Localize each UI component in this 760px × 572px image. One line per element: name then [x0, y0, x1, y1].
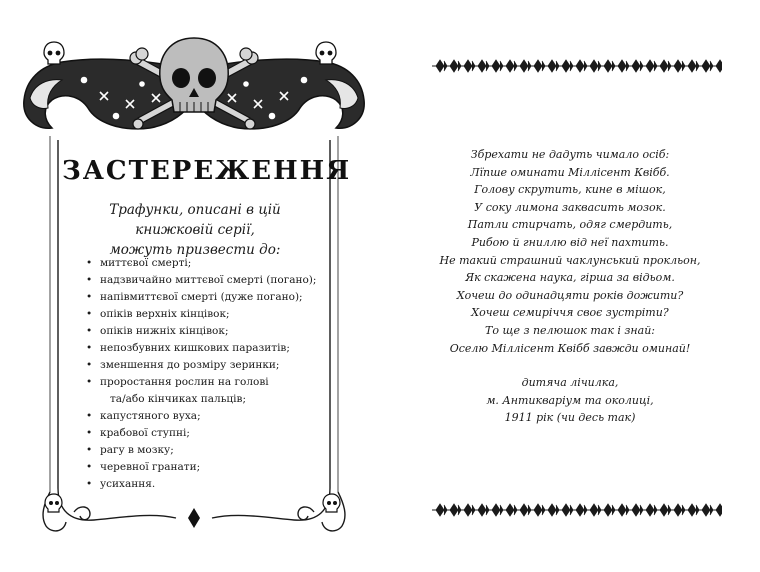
list-item-text: опіків нижніх кінцівок; [100, 325, 229, 337]
bullet-icon: • [86, 325, 93, 337]
list-item-text: зменшення до розміру зеринки; [100, 359, 280, 371]
bullet-icon: • [86, 478, 93, 490]
list-item [86, 408, 326, 425]
poem-line: Оселю Міллісент Квібб завжди оминай! [449, 341, 691, 355]
list-item-text: проростання рослин на голові [100, 376, 269, 388]
ornamental-border-icon [432, 58, 722, 74]
list-item [86, 442, 326, 459]
diamond-ornament-icon [188, 508, 200, 528]
poem-signature [420, 374, 720, 427]
intro-line: Трафунки, описані в цій книжковій серії, [109, 202, 281, 238]
list-item [86, 272, 326, 289]
list-item-text: крабової ступні; [100, 427, 190, 439]
bullet-icon: • [86, 257, 93, 269]
list-item [86, 374, 326, 408]
list-item-text: рагу в мозку; [100, 444, 174, 456]
list-item-text: непозбувних кишкових паразитів; [100, 342, 290, 354]
poem-line: Лїпше оминати Міллісент Квібб. [470, 165, 670, 179]
bullet-icon: • [86, 376, 93, 388]
signature-line: 1911 рік (чи десь так) [504, 411, 636, 425]
bullet-icon: • [86, 342, 93, 354]
signature-line: м. Антикваріум та околиці, [486, 393, 654, 407]
list-item [86, 255, 326, 272]
list-item [86, 289, 326, 306]
list-item [86, 357, 326, 374]
bullet-icon: • [86, 291, 93, 303]
list-item [86, 323, 326, 340]
bullet-icon: • [86, 427, 93, 439]
list-item-text: опіків верхніх кінцівок; [100, 308, 230, 320]
poem-line: Патли стирчать, одяг смердить, [467, 218, 673, 232]
poem-line: Рибою й гниллю від неї пахтить. [471, 235, 669, 249]
list-item-text: миттєвої смерті; [100, 257, 192, 269]
poem-line: Як скажена наука, гірша за відьом. [465, 271, 675, 285]
poem-line: Хочеш семиріччя своє зустріти? [471, 306, 669, 320]
list-item-text: капустяного вуха; [100, 410, 201, 422]
list-item-text: надзвичайно миттєвої смерті (погано); [100, 274, 317, 286]
warning-intro [70, 200, 320, 260]
bullet-icon: • [86, 274, 93, 286]
list-item-continuation: та/або кінчиках пальців; [110, 393, 246, 405]
ornamental-border-icon [432, 502, 722, 518]
right-page [380, 0, 760, 572]
list-item [86, 425, 326, 442]
poem-line: Хочеш до одинадцяти років дожити? [456, 288, 684, 302]
list-item-text: черевної гранати; [100, 461, 201, 473]
warning-list [86, 255, 326, 493]
small-skull-icon [44, 42, 64, 64]
list-item [86, 340, 326, 357]
small-skull-icon [45, 494, 62, 512]
bullet-icon: • [86, 461, 93, 473]
bullet-icon: • [86, 359, 93, 371]
poem-line: То ще з пелюшок так і знай: [484, 323, 656, 337]
bullet-icon: • [86, 308, 93, 320]
list-item [86, 476, 326, 493]
poem-line: У соку лимона заквасить мозок. [474, 200, 666, 214]
list-item-text: напівмиттєвої смерті (дуже погано); [100, 291, 303, 303]
poem-line: Не такий страшний чаклунський прокльон, [439, 253, 701, 267]
intro-line: можуть призвести до: [109, 242, 281, 258]
banner-ornament [24, 38, 364, 129]
list-item [86, 459, 326, 476]
warning-heading: ЗАСТЕРЕЖЕННЯ [62, 156, 352, 186]
bullet-icon: • [86, 444, 93, 456]
signature-line: дитяча лічилка, [521, 376, 619, 389]
bullet-icon: • [86, 410, 93, 422]
poem-line: Збрехати не дадуть чимало осіб: [470, 148, 670, 161]
list-item [86, 306, 326, 323]
poem [420, 146, 720, 357]
list-item-text: усихання. [100, 478, 156, 490]
poem-line: Голову скрутить, кине в мішок, [474, 183, 666, 197]
small-skull-icon [323, 494, 340, 512]
